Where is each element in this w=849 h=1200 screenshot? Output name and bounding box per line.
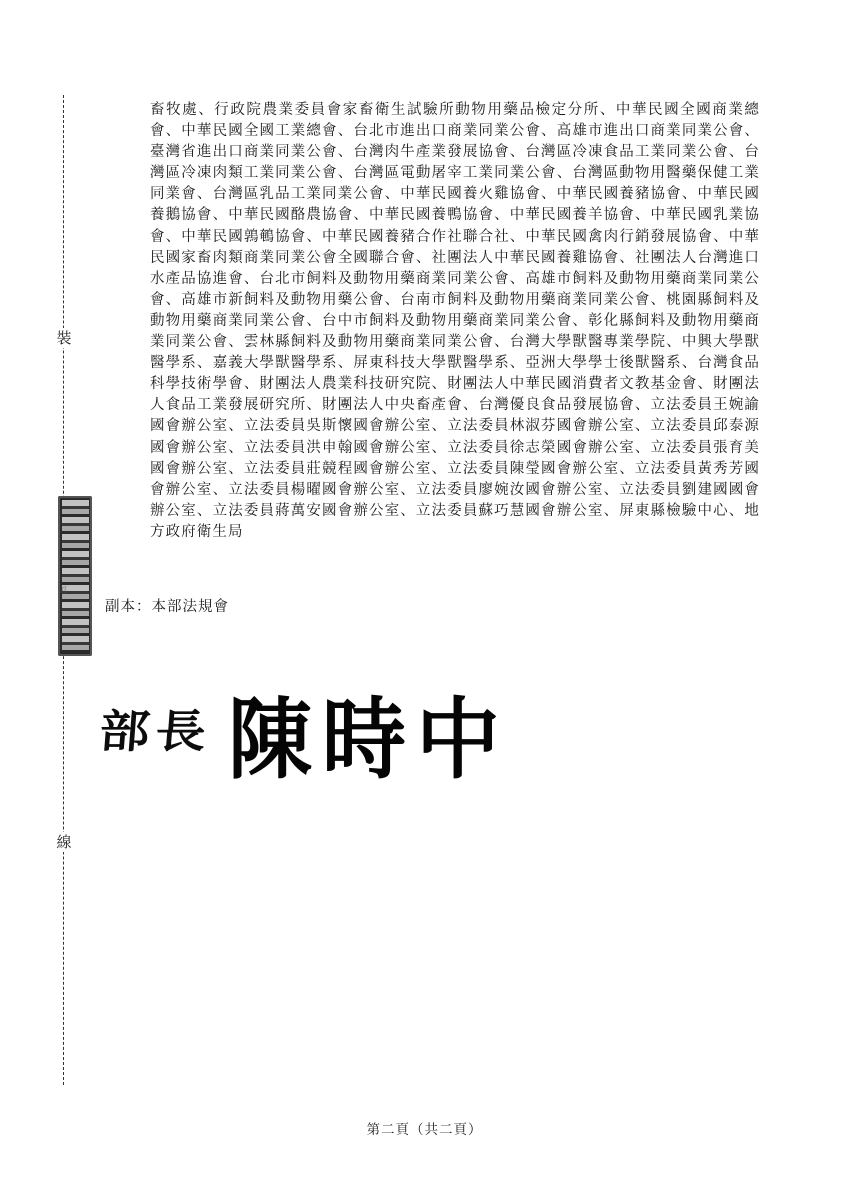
recipients-list: 畜牧處、行政院農業委員會家畜衛生試驗所動物用藥品檢定分所、中華民國全國商業總會、中華民國全國工業總會、台北市進出口商業同業公會、高雄市進出口商業同業公會、臺灣省進出口商業同業公會、台灣肉牛產業發展協會、台灣區冷凍食品工業同業公會、台灣區冷凍肉類工業同業公會、台灣區電動屠宰工業同業公會、台灣區動物用醫藥保健工業同業會、台灣區乳品工業同業公會、中華民國養火雞協會、中華民國養豬協會、中華民國養鵝協會、中華民國酪農協會、中華民國養鴨協會、中華民國養羊協會、中華民國乳業協會、中華民國鶉鵪協會、中華民國養豬合作社聯合社、中華民國禽肉行銷發展協會、中華民國家畜肉類商業同業公會全國聯合會、社團法人中華民國養雞協會、社團法人台灣進口水產品協進會、台北市飼料及動物用藥商業同業公會、高雄市飼料及動物用藥商業同業公會、高雄市新飼料及動物用藥公會、台南市飼料及動物用藥商業同業公會、桃園縣飼料及動物用藥商業同業公會、台中市飼料及動物用藥商業同業公會、彰化縣飼料及動物用藥商業同業公會、雲林縣飼料及動物用藥商業同業公會、台灣大學獸醫專業學院、中興大學獸醫學系、嘉義大學獸醫學系、屏東科技大學獸醫學系、亞洲大學學士後獸醫系、台灣食品科學技術學會、財團法人農業科技研究院、財團法人中華民國消費者文教基金會、財團法人食品工業發展研究所、財團法人中央畜產會、台灣優良食品發展協會、立法委員王婉諭國會辦公室、立法委員吳斯懷國會辦公室、立法委員林淑芬國會辦公室、立法委員邱泰源國會辦公室、立法委員洪申翰國會辦公室、立法委員徐志榮國會辦公室、立法委員張育美國會辦公室、立法委員莊競程國會辦公室、立法委員陳瑩國會辦公室、立法委員黃秀芳國會辦公室、立法委員楊曜國會辦公室、立法委員廖婉汝國會辦公室、立法委員劉建國國會辦公室、立法委員蔣萬安國會辦公室、立法委員蘇巧慧國會辦公室、屏東縣檢驗中心、地方政府衛生局 — [150, 102, 760, 540]
binding-mark-top: 裝 — [53, 328, 75, 348]
copy-to-line: 副本：本部法規會 — [105, 599, 229, 615]
stamp-column — [71, 500, 80, 650]
stamp-column — [80, 500, 89, 650]
stamp-column — [62, 500, 71, 650]
minister-signature — [97, 672, 520, 791]
page-number: 第二頁（共二頁） — [366, 1122, 483, 1138]
signature-title: 部長 — [97, 704, 214, 758]
stamp-mark: 訂 — [60, 586, 67, 594]
binding-mark-bottom: 線 — [53, 832, 75, 852]
signature-name: 陳時中 — [228, 686, 511, 791]
receipt-stamp — [58, 496, 92, 656]
